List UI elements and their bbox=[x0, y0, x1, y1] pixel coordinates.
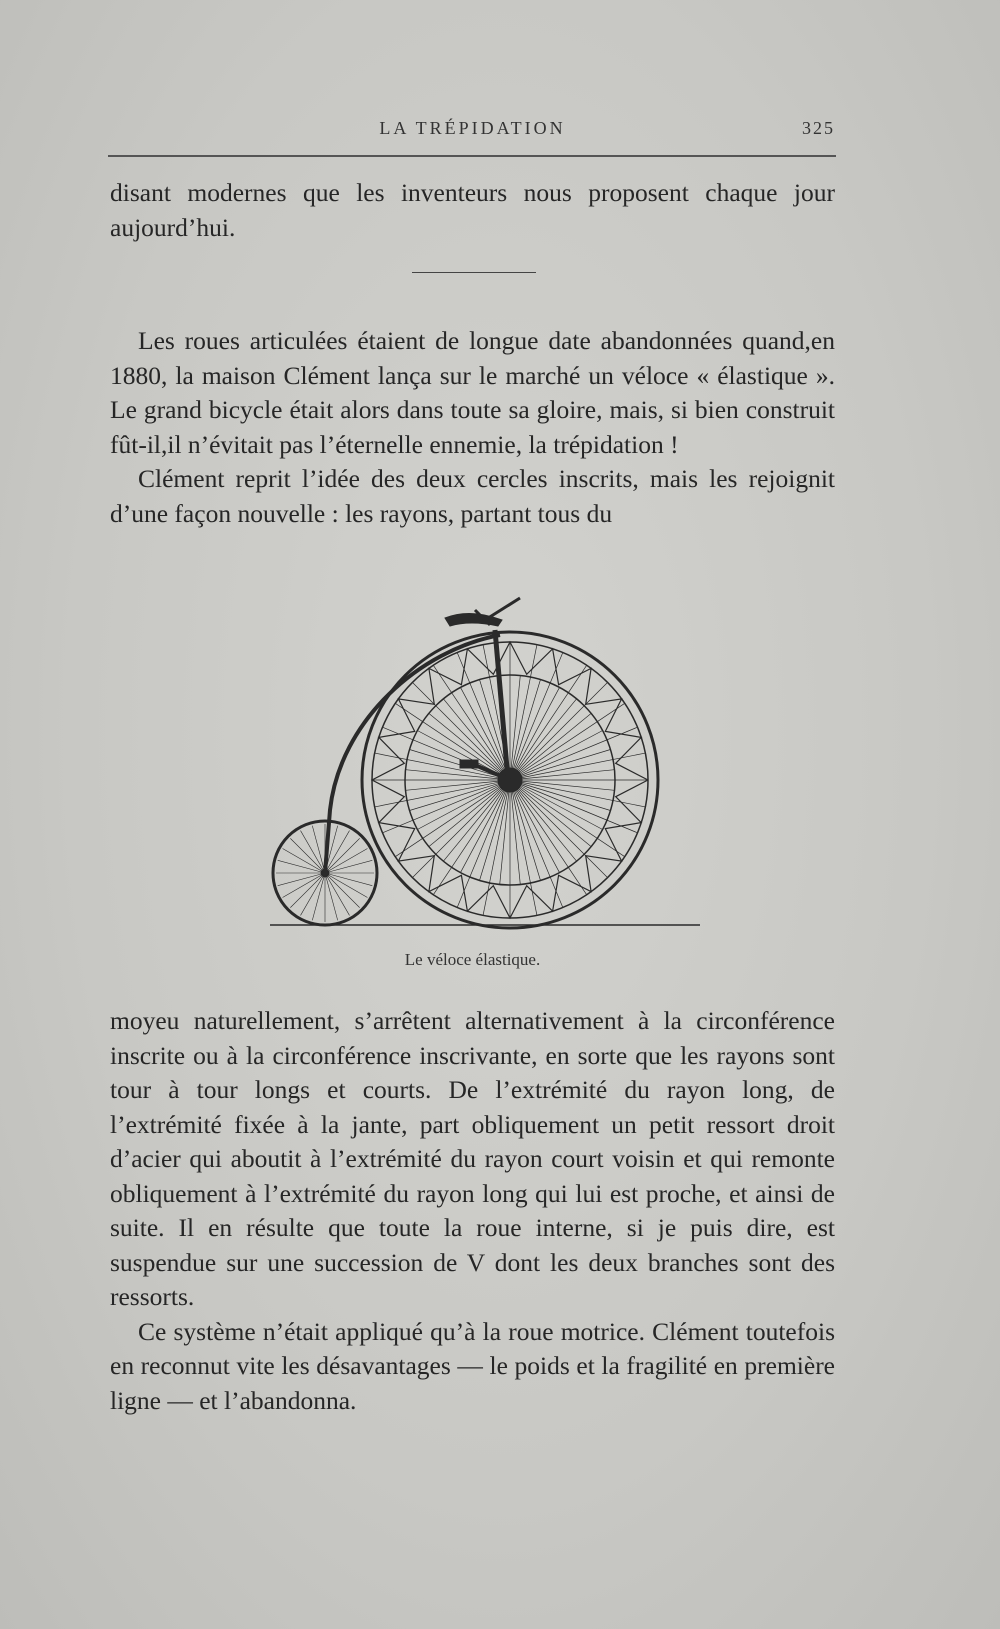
spoke bbox=[457, 780, 510, 907]
small-spoke bbox=[312, 826, 325, 873]
penny-farthing-drawing bbox=[270, 590, 700, 935]
bicycle-illustration bbox=[270, 590, 700, 935]
front-fork bbox=[495, 630, 508, 780]
small-spoke bbox=[325, 873, 372, 886]
spoke bbox=[510, 713, 591, 780]
section-divider bbox=[412, 272, 536, 273]
text-block-top bbox=[110, 176, 835, 245]
header-rule bbox=[108, 155, 836, 157]
spoke bbox=[429, 780, 510, 847]
spoke bbox=[510, 780, 591, 847]
small-spoke bbox=[312, 873, 325, 920]
spoke bbox=[383, 780, 510, 833]
small-spoke bbox=[278, 860, 325, 873]
spoke bbox=[429, 713, 510, 780]
figure-caption: Le véloce élastique. bbox=[404, 950, 541, 969]
spoke bbox=[510, 780, 563, 907]
paragraph: disant modernes que les inventeurs nous proposent chaque jour aujourd’hui. bbox=[110, 178, 835, 242]
backbone bbox=[325, 635, 500, 873]
text-block-bottom bbox=[110, 1004, 835, 1418]
text-block-middle bbox=[110, 324, 835, 531]
paragraph: moyeu naturellement, s’arrêtent alternativement à la circonférence inscrite ou à la circonférence inscrivante, en sorte que les rayons sont tour à tour longs et courts. De l’extrémité du rayon long, de l’extrémité fixée à la jante, part obliquement un petit ressort droit d’acier qui aboutit à l’extrémité du rayon court voisin et qui remonte obliquement à l’extrémité du rayon long qui lui est proche, et ainsi de suite. Il en résulte que toute la roue interne, si je puis dire, est suspendue sur une succession de V dont les deux branches sont des ressorts. bbox=[110, 1006, 835, 1311]
page-header bbox=[110, 118, 835, 142]
spoke bbox=[510, 780, 577, 861]
pedal bbox=[460, 760, 478, 768]
spoke bbox=[510, 780, 637, 833]
small-spoke bbox=[278, 873, 325, 886]
paragraph: Ce système n’était appliqué qu’à la roue motrice. Clément toutefois en reconnut vite les désavantages — le poids et la fragilité en première ligne — et l’abandonna. bbox=[110, 1316, 835, 1415]
small-spoke bbox=[325, 860, 372, 873]
paragraph: Les roues articulées étaient de longue date abandonnées quand,en 1880, la maison Clément lança sur le marché un véloce « élastique ». Le grand bicycle était alors dans toute sa gloire, mais, si bien construit fût-il,il n’évitait pas l’éternelle ennemie, la trépidation ! bbox=[110, 326, 835, 459]
spoke bbox=[510, 699, 577, 780]
spoke bbox=[443, 780, 510, 861]
paragraph: Clément reprit l’idée des deux cercles inscrits, mais les rejoignit d’une façon nouvelle : les rayons, partant tous du bbox=[110, 464, 835, 528]
spoke bbox=[510, 727, 637, 780]
page-number: 325 bbox=[802, 118, 835, 138]
running-title: LA TRÉPIDATION bbox=[379, 118, 566, 138]
spoke bbox=[510, 653, 563, 780]
small-spoke bbox=[325, 873, 338, 920]
